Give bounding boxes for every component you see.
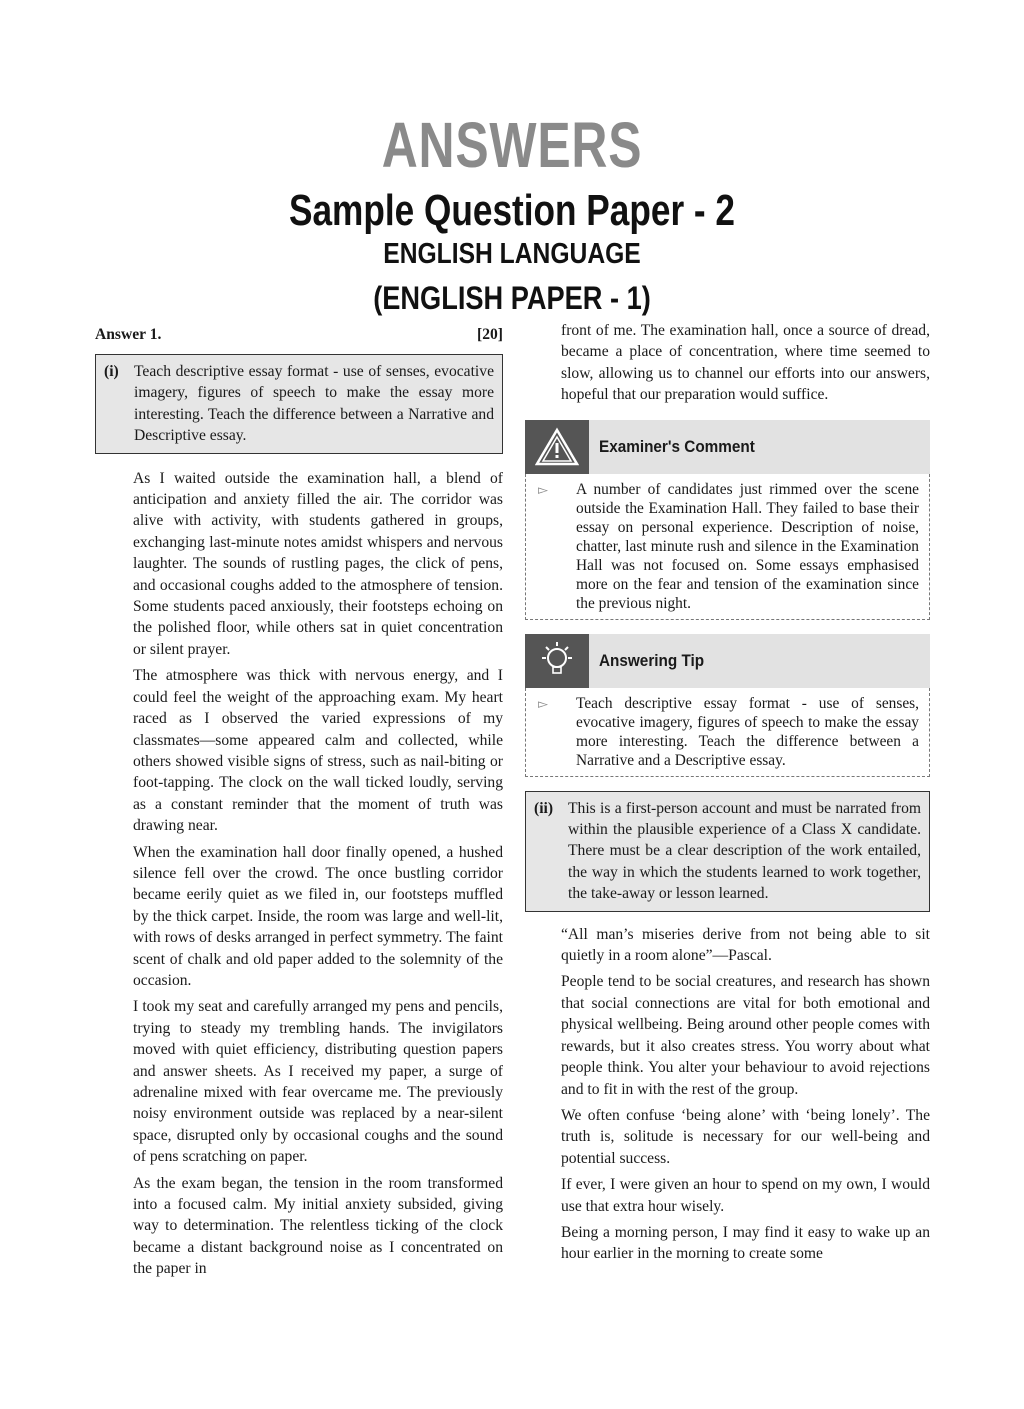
essay-paragraph: When the examination hall door finally opened, a hushed silence fell over the crowd. The once bustling corridor became eerily quiet as we filed in, our footsteps muffled by the thick carpet. Inside, the room was large and well-lit, with rows of desks arranged in perfect symmetry. The faint scent of chalk and old paper added to the solemnity of the occasion. <box>133 843 503 989</box>
answering-tip-panel <box>525 634 930 777</box>
lightbulb-icon <box>525 634 589 688</box>
examiner-comment-panel <box>525 420 930 620</box>
part-i-text: Teach descriptive essay format - use of senses, evocative imagery, figures of speech to make the essay more interesting. Teach the difference between a Narrative and Descriptive essay. <box>134 363 494 445</box>
part-i-box <box>95 354 503 454</box>
part-ii-text: This is a first-person account and must be narrated from within the plausible experience of a Class X candidate. There must be a clear description of the work entailed, the way in which the students learned to work together, the take-away or lesson learned. <box>568 799 921 903</box>
examiner-comment-text: A number of candidates just rimmed over the scene outside the Examination Hall. They failed to base their essay on personal experience. Description of noise, chatter, last minute rush and silence in the Examination Hall was not focused on. Some essays emphasised more on the fear and tension of the examination since the previous night. <box>576 480 919 612</box>
essay-continued: front of me. The examination hall, once a source of dread, became a place of concentration, where time seemed to slow, allowing us to channel our efforts into our answers, hopeful that our preparation would suffice. <box>561 322 930 404</box>
answer-heading <box>95 326 503 344</box>
essay-paragraph: As the exam began, the tension in the room transformed into a focused calm. My initial anxiety subsided, giving way to determination. The relentless ticking of the clock became a distant background noise as I concentrated on the paper in <box>133 1174 503 1278</box>
warning-icon <box>525 420 589 474</box>
answer-label: Answer 1. <box>95 326 162 343</box>
part-ii-paragraph: “All man’s miseries derive from not being able to sit quietly in a room alone”—Pascal. <box>561 925 930 965</box>
part-ii-paragraph: People tend to be social creatures, and research has shown that social connections are vital for both emotional and physical wellbeing. Being around other people comes with rewards, but it also creates stress. You worry about what people think. You alter your behaviour to avoid rejections and to fit in with the rest of the group. <box>561 973 930 1098</box>
left-column <box>95 320 503 1285</box>
essay-paragraph: I took my seat and carefully arranged my pens and pencils, trying to steady my trembling hands. The invigilators moved with quiet efficiency, distributing question papers and answer sheets. As I received my paper, a surge of adrenaline mixed with fear overcame me. The previously noisy environment outside was replaced by a near-silent space, disrupted only by occasional coughs and the sound of pens scratching on paper. <box>133 998 503 1166</box>
subject-title: ENGLISH LANGUAGE <box>383 238 641 270</box>
paper-title: Sample Question Paper - 2 <box>289 186 735 235</box>
part-i-number: (i) <box>104 363 119 380</box>
answers-heading: ANSWERS <box>381 109 643 181</box>
essay-paragraph: The atmosphere was thick with nervous energy, and I could feel the weight of the approaching exam. My heart raced as I observed the varied expressions of my classmates—some appeared calm and collected, while others showed visible signs of stress, such as nail-biting or foot-tapping. The clock on the wall ticked loudly, serving as a constant reminder that the moment of truth was drawing near. <box>133 667 503 835</box>
paper-number: (ENGLISH PAPER - 1) <box>373 280 651 316</box>
part-ii-paragraph: We often confuse ‘being alone’ with ‘being lonely’. The truth is, solitude is necessary for our well-being and potential success. <box>561 1106 930 1167</box>
essay-paragraph: As I waited outside the examination hall, a blend of anticipation and anxiety filled the air. The corridor was alive with activity, with students gathered in groups, exchanging last-minute notes amidst whispers and nervous laughter. The sounds of rustling pages, the click of pens, and occasional coughs added to the atmosphere of tension. Some students paced anxiously, their footsteps echoing on the polished floor, while others sat in quiet concentration or silent prayer. <box>133 469 503 658</box>
answer-marks: [20] <box>477 326 503 343</box>
part-ii-paragraph: If ever, I were given an hour to spend on my own, I would use that extra hour wisely. <box>561 1176 930 1215</box>
pointer-arrow-icon: ▻ <box>538 481 548 497</box>
answering-tip-title: Answering Tip <box>599 650 705 670</box>
part-ii-paragraph: Being a morning person, I may find it easy to wake up an hour earlier in the morning to create some <box>561 1223 930 1263</box>
answering-tip-text: Teach descriptive essay format - use of senses, evocative imagery, figures of speech to make the essay more interesting. Teach the difference between a Narrative and a Descriptive essay. <box>576 694 919 769</box>
part-ii-number: (ii) <box>534 799 554 817</box>
pointer-arrow-icon: ▻ <box>538 695 548 711</box>
right-column <box>525 320 930 1270</box>
part-ii-box <box>525 791 930 912</box>
examiner-comment-title: Examiner's Comment <box>599 436 755 456</box>
